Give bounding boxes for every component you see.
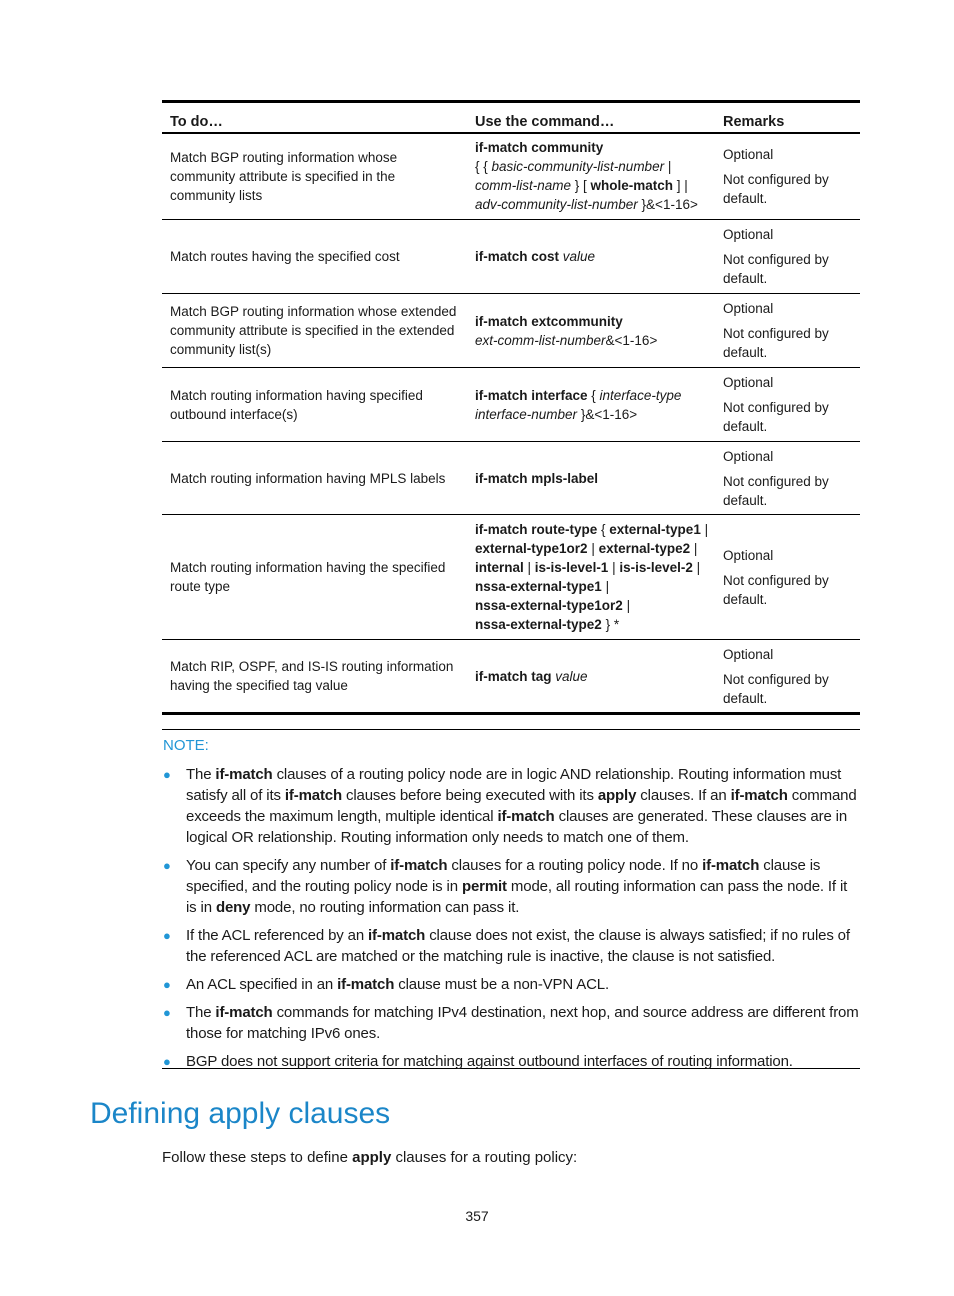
keyword: if-match interface	[475, 387, 588, 403]
cell-remarks	[715, 133, 860, 220]
text-run: |	[622, 598, 631, 613]
bullet-dot-icon: ●	[163, 767, 171, 782]
keyword: nssa-external-type1	[475, 579, 602, 594]
keyword: external-type2	[598, 541, 691, 556]
remark-optional: Optional	[723, 146, 774, 162]
remark-default: Not configured by default.	[723, 400, 829, 434]
text-run: commands for matching IPv4 destination, next hop, and source address are different from those for matching IPv6 ones.	[186, 1004, 859, 1042]
note-item	[162, 1051, 860, 1072]
argument: interface-number	[475, 406, 578, 422]
text-run: |	[664, 159, 672, 175]
keyword: is-is-level-1	[534, 560, 609, 575]
text-run: }&<1-16>	[637, 197, 698, 213]
cell-todo: Match routing information having specified outbound interface(s)	[162, 368, 468, 442]
cell-remarks	[715, 294, 860, 368]
remark-default: Not configured by default.	[723, 326, 829, 360]
keyword: if-match	[390, 857, 448, 874]
cell-command	[468, 442, 715, 515]
keyword: apply	[352, 1149, 392, 1166]
table-row	[162, 640, 860, 714]
keyword: if-match	[215, 766, 273, 783]
command-table	[162, 100, 860, 715]
bullet-dot-icon: ●	[163, 977, 171, 992]
argument: value	[555, 668, 588, 684]
remark-default: Not configured by default.	[723, 572, 829, 607]
cell-todo: Match RIP, OSPF, and IS-IS routing information having the specified tag value	[162, 640, 468, 714]
note-label: NOTE:	[163, 737, 209, 754]
note-list	[162, 764, 860, 1079]
text-run: command exceeds the maximum length, multiple identical	[186, 787, 857, 825]
bullet-dot-icon: ●	[163, 928, 171, 943]
cell-remarks	[715, 640, 860, 714]
note-item	[162, 974, 860, 995]
keyword: if-match route-type	[475, 522, 598, 537]
keyword: nssa-external-type2	[475, 617, 602, 632]
text-run: clauses of a routing policy node are in logic AND relationship. Routing information must satisfy all of its	[186, 766, 842, 804]
text-run: clause is specified, and the routing policy node is in	[186, 857, 821, 895]
cell-todo: Match routes having the specified cost	[162, 220, 468, 294]
argument: interface-type	[599, 387, 682, 403]
table-row	[162, 368, 860, 442]
cell-command	[468, 640, 715, 714]
text-run: |	[700, 522, 709, 537]
text-run: mode, all routing information can pass the node. If it is in	[186, 878, 848, 916]
text-run: clause does not exist, the clause is always satisfied; if no rules of the referenced ACL are matched or the matching rule is inactive, the clause is not satisfied.	[186, 927, 850, 965]
text-run: {	[587, 387, 600, 403]
keyword: if-match extcommunity	[475, 313, 623, 329]
bullet-dot-icon: ●	[163, 1005, 171, 1020]
note-box	[162, 729, 860, 1069]
remark-optional: Optional	[723, 547, 774, 563]
cell-command	[468, 220, 715, 294]
cell-remarks	[715, 442, 860, 515]
remark-optional: Optional	[723, 646, 774, 662]
bullet-dot-icon: ●	[163, 858, 171, 873]
text-run: &<1-16>	[605, 332, 658, 348]
text-run: { {	[475, 159, 492, 175]
cell-todo: Match routing information having MPLS labels	[162, 442, 468, 515]
remark-optional: Optional	[723, 301, 774, 316]
cell-command	[468, 368, 715, 442]
text-run: |	[601, 579, 610, 594]
text-run: ] |	[673, 178, 688, 194]
text-run: clauses are generated. These clauses are in logical OR relationship. Routing information only needs to match one of them.	[186, 808, 848, 846]
text-run: The	[186, 766, 216, 783]
text-run: An ACL specified in an	[186, 976, 338, 993]
header-command: Use the command…	[468, 102, 715, 133]
argument: value	[562, 249, 596, 264]
keyword: permit	[461, 878, 507, 895]
keyword: if-match cost	[475, 249, 563, 264]
remark-default: Not configured by default.	[723, 671, 829, 706]
cell-todo: Match BGP routing information whose extended community attribute is specified in the extended community list(s)	[162, 294, 468, 368]
remark-default: Not configured by default.	[723, 171, 829, 206]
cell-todo: Match routing information having the specified route type	[162, 515, 468, 640]
remark-optional: Optional	[723, 227, 774, 242]
text-run: |	[608, 560, 620, 575]
note-item	[162, 764, 860, 848]
note-item	[162, 855, 860, 918]
section-heading: Defining apply clauses	[90, 1097, 391, 1130]
header-todo: To do…	[162, 102, 468, 133]
cell-command	[468, 294, 715, 368]
table-row	[162, 515, 860, 640]
note-item	[162, 925, 860, 967]
header-remarks: Remarks	[715, 102, 860, 133]
table-row	[162, 133, 860, 220]
text-run: clauses for a routing policy node. If no	[447, 857, 703, 874]
keyword: if-match	[368, 927, 426, 944]
text-run: } *	[601, 617, 620, 632]
cell-remarks	[715, 220, 860, 294]
bullet-dot-icon: ●	[163, 1054, 171, 1069]
note-item	[162, 1002, 860, 1044]
keyword: if-match	[337, 976, 395, 993]
keyword: if-match mpls-label	[475, 470, 599, 486]
text-run: clauses for a routing policy:	[391, 1149, 578, 1166]
keyword: if-match	[497, 808, 555, 825]
text-run: Follow these steps to define	[162, 1149, 353, 1166]
text-run: mode, no routing information can pass it.	[250, 899, 520, 916]
keyword: if-match	[730, 787, 788, 804]
cell-remarks	[715, 515, 860, 640]
text-run: BGP does not support criteria for matching against outbound interfaces of routing information.	[186, 1053, 793, 1070]
argument: ext-comm-list-number	[475, 332, 606, 348]
text-run: |	[690, 541, 698, 556]
text-run: |	[692, 560, 701, 575]
text-run: |	[523, 560, 535, 575]
table-row	[162, 442, 860, 515]
table-row	[162, 294, 860, 368]
cell-command	[468, 515, 715, 640]
table-row	[162, 220, 860, 294]
text-run: clauses before being executed with its	[342, 787, 598, 804]
keyword: apply	[597, 787, 637, 804]
argument: basic-community-list-number	[491, 159, 665, 175]
keyword: if-match	[702, 857, 760, 874]
keyword: is-is-level-2	[619, 560, 693, 575]
keyword: if-match	[215, 1004, 273, 1021]
text-run: } [	[571, 178, 591, 194]
text-run: clause must be a non-VPN ACL.	[394, 976, 610, 993]
remark-optional: Optional	[723, 375, 774, 390]
keyword: nssa-external-type1or2	[475, 598, 623, 613]
text-run: {	[597, 522, 610, 537]
text-run: clauses. If an	[636, 787, 731, 804]
keyword: external-type1or2	[475, 541, 588, 556]
keyword: deny	[215, 899, 251, 916]
page-number: 357	[465, 1208, 489, 1224]
argument: adv-community-list-number	[475, 197, 638, 213]
text-run: If the ACL referenced by an	[186, 927, 369, 944]
text-run: The	[186, 1004, 216, 1021]
keyword: whole-match	[590, 178, 674, 194]
text-run: You can specify any number of	[186, 857, 391, 874]
keyword: if-match	[284, 787, 342, 804]
text-run: }&<1-16>	[577, 406, 638, 422]
table-header-row	[162, 102, 860, 133]
remark-default: Not configured by default.	[723, 252, 829, 286]
cell-remarks	[715, 368, 860, 442]
cell-command	[468, 133, 715, 220]
cell-todo: Match BGP routing information whose community attribute is specified in the community lists	[162, 133, 468, 220]
argument: comm-list-name	[475, 178, 572, 194]
keyword: if-match community	[475, 140, 604, 156]
remark-default: Not configured by default.	[723, 473, 829, 508]
keyword: internal	[475, 560, 524, 575]
text-run: |	[587, 541, 599, 556]
keyword: external-type1	[609, 522, 701, 537]
keyword: if-match tag	[475, 668, 556, 684]
remark-optional: Optional	[723, 448, 774, 464]
intro-paragraph	[162, 1147, 577, 1168]
